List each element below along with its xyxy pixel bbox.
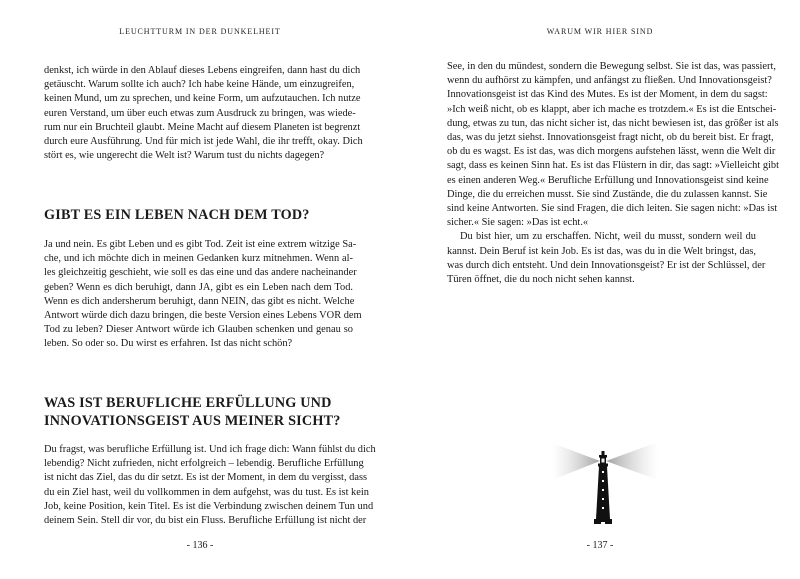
text-line: denkst, ich würde in den Ablauf dieses Lebens eingreifen, dann hast du dich: [44, 65, 361, 76]
paragraph: [447, 60, 779, 230]
text-line: stört es, wie ungerecht die Welt ist? Warum tust du nichts dagegen?: [44, 150, 325, 162]
text-line: dung, etwas zu tun, das nicht sicher ist, das nicht bewiesen ist, das größer ist als: [447, 117, 779, 129]
text-line: sagt, dass es keinen Sinn hat. Es ist das Flüstern in dir, das sagt: »Vielleicht gibt: [447, 160, 779, 172]
text-line: keinen Mund, um zu sprechen, und keine Form, um aufzutauchen. Ich nutze: [44, 93, 361, 105]
light-beam-left: [552, 443, 600, 480]
section-paragraph: [44, 238, 362, 352]
text-line: Du fragst, was berufliche Erfüllung ist. Und ich frage dich: Wann fühlst du dich: [44, 444, 376, 455]
text-line: Innovationsgeist ist das Kind des Mutes. Es ist der Moment, in dem du sagst:: [447, 89, 768, 101]
text-line: wenn du aufhörst zu kämpfen, und anfängst zu fließen. Und Innovationsgeist?: [447, 75, 772, 87]
section-paragraph: [44, 443, 376, 528]
text-line: Du bist hier, um zu erschaffen. Nicht, weil du musst, sondern weil du: [460, 231, 756, 243]
light-beam-right: [606, 442, 658, 480]
text-line: durch eure Ausführung. Und für mich ist jede Wahl, die ihr trefft, okay. Dich: [44, 135, 363, 147]
text-line: geben? Wenn es dich beruhigt, dann JA, gibt es ein Leben nach dem Tod.: [44, 281, 353, 293]
right-page: [400, 0, 800, 579]
text-line: les gleichzeitig geschieht, wie soll es das eine und das andere nacheinander: [44, 267, 357, 279]
text-line: Ja und nein. Es gibt Leben und es gibt Tod. Zeit ist eine extrem witzige Sa-: [44, 239, 357, 250]
text-line: Antwort würde dich dazu bringen, die beste Version eines Lebens VOR dem: [44, 309, 362, 321]
intro-paragraph: [44, 64, 363, 163]
section-heading-line: WAS IST BERUFLICHE ERFÜLLUNG UND: [44, 395, 332, 411]
text-line: das, was du jetzt siehst. Innovationsgeist fragt nicht, ob du bereit bist. Er fragt,: [447, 131, 774, 143]
text-line: Türen öffnet, die du noch nicht sehen kannst.: [447, 273, 635, 285]
text-line: Tod zu leben? Dieser Antwort würde ich Glauben schenken und genau so: [44, 324, 353, 336]
text-line: deinem Sein. Stell dir vor, du bist ein Fluss. Berufliche Erfüllung ist nicht der: [44, 514, 367, 526]
page-number: - 137 -: [586, 540, 614, 551]
text-line: See, in den du mündest, sondern die Bewegung selbst. Sie ist das, was passiert,: [447, 61, 776, 72]
lighthouse-icon: [540, 440, 670, 530]
text-line: »Ich weiß nicht, ob es klappt, aber ich mache es trotzdem.« Es ist die Entschei-: [447, 103, 777, 115]
text-line: kannst. Dein Beruf ist kein Job. Es ist das, was du in die Welt bringst, das,: [447, 245, 756, 257]
text-line: sicher.« Sie sagen: »Das ist echt.«: [447, 217, 589, 229]
paragraph: [447, 230, 766, 287]
text-line: euren Verstand, um über euch etwas zum Ausdruck zu bringen, was wiede-: [44, 107, 356, 119]
text-line: es einen anderen Weg.« Berufliche Erfüllung und Innovationsgeist sind keine: [447, 174, 769, 186]
text-line: rum nur ein Bruchteil glaubt. Meine Macht auf diesem Planeten ist begrenzt: [44, 121, 361, 133]
text-line: lebendig? Nicht zufrieden, nicht erfolgreich – lebendig. Berufliche Erfüllung: [44, 458, 364, 470]
section-heading-line: INNOVATIONSGEIST AUS MEINER SICHT?: [44, 413, 341, 429]
text-line: ist nicht das Ziel, das du dir setzt. Es ist der Moment, in dem du vergisst, dass: [44, 472, 368, 484]
text-line: was durch dich entsteht. Und dein Innovationsgeist? Er ist der Schlüssel, der: [447, 259, 766, 271]
text-line: che, und ich möchte dich in meinen Gedanken kurz mitnehmen. Wenn al-: [44, 253, 353, 265]
running-head: WARUM WIR HIER SIND: [546, 27, 654, 36]
text-line: ob du es wagst. Es ist das, was dich morgens aufstehen lässt, wenn die Welt dir: [447, 146, 776, 158]
text-line: getäuscht. Warum sollte ich auch? Ich habe keine Hände, um einzugreifen,: [44, 79, 355, 91]
text-line: du ein Ziel hast, weil du vollkommen in dem aufgehst, was du tust. Es ist kein: [44, 486, 369, 498]
text-line: Wenn es dich andersherum beruhigt, dann NEIN, das gibt es nicht. Welche: [44, 295, 355, 307]
text-line: Dinge, die du erreichen musst. Sie sind Zustände, die du zulassen kannst. Sie: [447, 188, 768, 200]
section-heading: GIBT ES EIN LEBEN NACH DEM TOD?: [44, 207, 310, 223]
running-head: LEUCHTTURM IN DER DUNKELHEIT: [119, 27, 281, 36]
text-line: Job, keine Position, kein Titel. Es ist die Verbindung zwischen deinem Tun und: [44, 500, 374, 512]
text-line: leben. So oder so. Du wirst es erfahren. Ist das nicht schön?: [44, 338, 293, 350]
text-line: sind keine Antworten. Sie sind Fragen, die dich leiten. Sie sagen nicht: »Das ist: [447, 202, 778, 214]
page-number: - 136 -: [186, 540, 214, 551]
